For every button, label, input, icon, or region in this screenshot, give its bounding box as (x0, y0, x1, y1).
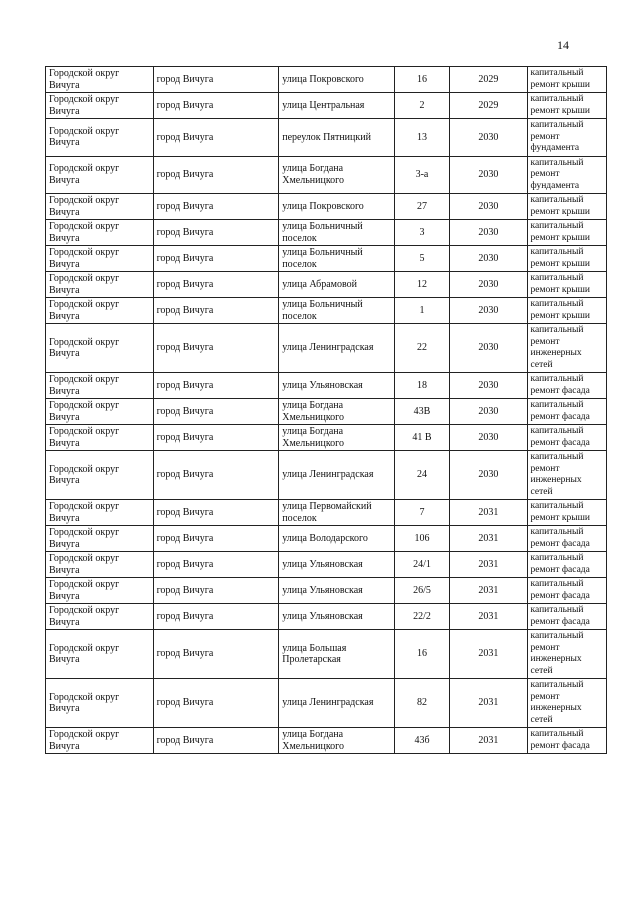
work-type-cell: капитальный ремонт фундамента (527, 119, 606, 157)
year-cell: 2030 (450, 399, 527, 425)
page-number: 14 (557, 38, 569, 52)
street-cell: улица Покровского (279, 194, 395, 220)
work-type-cell: капитальный ремонт фасада (527, 373, 606, 399)
house-number-cell: 16 (394, 630, 449, 679)
house-number-cell: 2 (394, 93, 449, 119)
year-cell: 2031 (450, 552, 527, 578)
locality-cell: город Вичуга (153, 500, 279, 526)
table-row (46, 425, 607, 451)
street-cell: улица Центральная (279, 93, 395, 119)
year-cell: 2030 (450, 451, 527, 500)
year-cell: 2031 (450, 679, 527, 728)
table-row (46, 373, 607, 399)
table-row (46, 500, 607, 526)
street-cell: улица Ульяновская (279, 578, 395, 604)
locality-cell: город Вичуга (153, 119, 279, 157)
year-cell: 2030 (450, 156, 527, 194)
table-row (46, 93, 607, 119)
table-row (46, 220, 607, 246)
locality-cell: город Вичуга (153, 194, 279, 220)
district-cell: Городской округ Вичуга (46, 119, 154, 157)
locality-cell: город Вичуга (153, 578, 279, 604)
locality-cell: город Вичуга (153, 526, 279, 552)
house-number-cell: 3-а (394, 156, 449, 194)
district-cell: Городской округ Вичуга (46, 728, 154, 754)
table-row (46, 604, 607, 630)
street-cell: улица Ленинградская (279, 324, 395, 373)
locality-cell: город Вичуга (153, 425, 279, 451)
locality-cell: город Вичуга (153, 552, 279, 578)
locality-cell: город Вичуга (153, 728, 279, 754)
work-type-cell: капитальный ремонт крыши (527, 272, 606, 298)
house-number-cell: 22 (394, 324, 449, 373)
district-cell: Городской округ Вичуга (46, 399, 154, 425)
work-type-cell: капитальный ремонт инженерных сетей (527, 630, 606, 679)
work-type-cell: капитальный ремонт инженерных сетей (527, 451, 606, 500)
district-cell: Городской округ Вичуга (46, 451, 154, 500)
district-cell: Городской округ Вичуга (46, 373, 154, 399)
district-cell: Городской округ Вичуга (46, 220, 154, 246)
street-cell: улица Ульяновская (279, 604, 395, 630)
work-type-cell: капитальный ремонт фасада (527, 526, 606, 552)
district-cell: Городской округ Вичуга (46, 578, 154, 604)
locality-cell: город Вичуга (153, 246, 279, 272)
year-cell: 2030 (450, 246, 527, 272)
work-type-cell: капитальный ремонт крыши (527, 93, 606, 119)
table-row (46, 399, 607, 425)
street-cell: улица Покровского (279, 67, 395, 93)
house-number-cell: 12 (394, 272, 449, 298)
locality-cell: город Вичуга (153, 67, 279, 93)
table-row (46, 272, 607, 298)
house-number-cell: 16 (394, 67, 449, 93)
street-cell: улица Больничный поселок (279, 246, 395, 272)
district-cell: Городской округ Вичуга (46, 604, 154, 630)
district-cell: Городской округ Вичуга (46, 298, 154, 324)
district-cell: Городской округ Вичуга (46, 194, 154, 220)
year-cell: 2031 (450, 578, 527, 604)
locality-cell: город Вичуга (153, 93, 279, 119)
district-cell: Городской округ Вичуга (46, 156, 154, 194)
table-row (46, 526, 607, 552)
house-number-cell: 13 (394, 119, 449, 157)
district-cell: Городской округ Вичуга (46, 500, 154, 526)
street-cell: улица Больничный поселок (279, 220, 395, 246)
locality-cell: город Вичуга (153, 373, 279, 399)
work-type-cell: капитальный ремонт крыши (527, 246, 606, 272)
locality-cell: город Вичуга (153, 272, 279, 298)
locality-cell: город Вичуга (153, 604, 279, 630)
table-row (46, 728, 607, 754)
table-row (46, 578, 607, 604)
work-type-cell: капитальный ремонт фасада (527, 425, 606, 451)
house-number-cell: 1 (394, 298, 449, 324)
street-cell: улица Володарского (279, 526, 395, 552)
locality-cell: город Вичуга (153, 298, 279, 324)
work-type-cell: капитальный ремонт фасада (527, 552, 606, 578)
district-cell: Городской округ Вичуга (46, 425, 154, 451)
street-cell: улица Ульяновская (279, 552, 395, 578)
house-number-cell: 22/2 (394, 604, 449, 630)
street-cell: улица Ленинградская (279, 451, 395, 500)
locality-cell: город Вичуга (153, 220, 279, 246)
year-cell: 2031 (450, 728, 527, 754)
district-cell: Городской округ Вичуга (46, 630, 154, 679)
year-cell: 2029 (450, 67, 527, 93)
district-cell: Городской округ Вичуга (46, 67, 154, 93)
year-cell: 2031 (450, 526, 527, 552)
house-number-cell: 24/1 (394, 552, 449, 578)
table-row (46, 451, 607, 500)
street-cell: переулок Пятницкий (279, 119, 395, 157)
street-cell: улица Первомайский поселок (279, 500, 395, 526)
district-cell: Городской округ Вичуга (46, 552, 154, 578)
work-type-cell: капитальный ремонт инженерных сетей (527, 324, 606, 373)
street-cell: улица Богдана Хмельницкого (279, 728, 395, 754)
house-number-cell: 3 (394, 220, 449, 246)
table-row (46, 552, 607, 578)
work-type-cell: капитальный ремонт крыши (527, 220, 606, 246)
house-number-cell: 24 (394, 451, 449, 500)
year-cell: 2030 (450, 298, 527, 324)
house-number-cell: 82 (394, 679, 449, 728)
house-number-cell: 43б (394, 728, 449, 754)
street-cell: улица Богдана Хмельницкого (279, 425, 395, 451)
locality-cell: город Вичуга (153, 156, 279, 194)
district-cell: Городской округ Вичуга (46, 93, 154, 119)
work-type-cell: капитальный ремонт крыши (527, 67, 606, 93)
street-cell: улица Богдана Хмельницкого (279, 156, 395, 194)
street-cell: улица Богдана Хмельницкого (279, 399, 395, 425)
locality-cell: город Вичуга (153, 451, 279, 500)
district-cell: Городской округ Вичуга (46, 526, 154, 552)
street-cell: улица Ленинградская (279, 679, 395, 728)
table-row (46, 119, 607, 157)
table-row (46, 194, 607, 220)
work-type-cell: капитальный ремонт фасада (527, 728, 606, 754)
house-number-cell: 5 (394, 246, 449, 272)
work-type-cell: капитальный ремонт фундамента (527, 156, 606, 194)
table-row (46, 679, 607, 728)
year-cell: 2031 (450, 604, 527, 630)
work-type-cell: капитальный ремонт фасада (527, 578, 606, 604)
house-number-cell: 18 (394, 373, 449, 399)
table-row (46, 630, 607, 679)
year-cell: 2030 (450, 220, 527, 246)
house-number-cell: 106 (394, 526, 449, 552)
year-cell: 2030 (450, 425, 527, 451)
street-cell: улица Ульяновская (279, 373, 395, 399)
year-cell: 2030 (450, 119, 527, 157)
year-cell: 2030 (450, 272, 527, 298)
district-cell: Городской округ Вичуга (46, 324, 154, 373)
table-row (46, 298, 607, 324)
table-row (46, 156, 607, 194)
district-cell: Городской округ Вичуга (46, 272, 154, 298)
table-row (46, 324, 607, 373)
street-cell: улица Больничный поселок (279, 298, 395, 324)
street-cell: улица Абрамовой (279, 272, 395, 298)
locality-cell: город Вичуга (153, 399, 279, 425)
house-number-cell: 7 (394, 500, 449, 526)
work-type-cell: капитальный ремонт фасада (527, 604, 606, 630)
year-cell: 2031 (450, 630, 527, 679)
locality-cell: город Вичуга (153, 324, 279, 373)
locality-cell: город Вичуга (153, 679, 279, 728)
year-cell: 2030 (450, 194, 527, 220)
repair-schedule-body (46, 67, 607, 754)
repair-schedule-table (45, 66, 607, 754)
year-cell: 2030 (450, 324, 527, 373)
year-cell: 2031 (450, 500, 527, 526)
year-cell: 2030 (450, 373, 527, 399)
work-type-cell: капитальный ремонт крыши (527, 500, 606, 526)
district-cell: Городской округ Вичуга (46, 679, 154, 728)
table-row (46, 246, 607, 272)
year-cell: 2029 (450, 93, 527, 119)
district-cell: Городской округ Вичуга (46, 246, 154, 272)
table-row (46, 67, 607, 93)
work-type-cell: капитальный ремонт фасада (527, 399, 606, 425)
house-number-cell: 41 В (394, 425, 449, 451)
locality-cell: город Вичуга (153, 630, 279, 679)
street-cell: улица Большая Пролетарская (279, 630, 395, 679)
work-type-cell: капитальный ремонт крыши (527, 194, 606, 220)
house-number-cell: 26/5 (394, 578, 449, 604)
house-number-cell: 27 (394, 194, 449, 220)
work-type-cell: капитальный ремонт крыши (527, 298, 606, 324)
house-number-cell: 43В (394, 399, 449, 425)
work-type-cell: капитальный ремонт инженерных сетей (527, 679, 606, 728)
